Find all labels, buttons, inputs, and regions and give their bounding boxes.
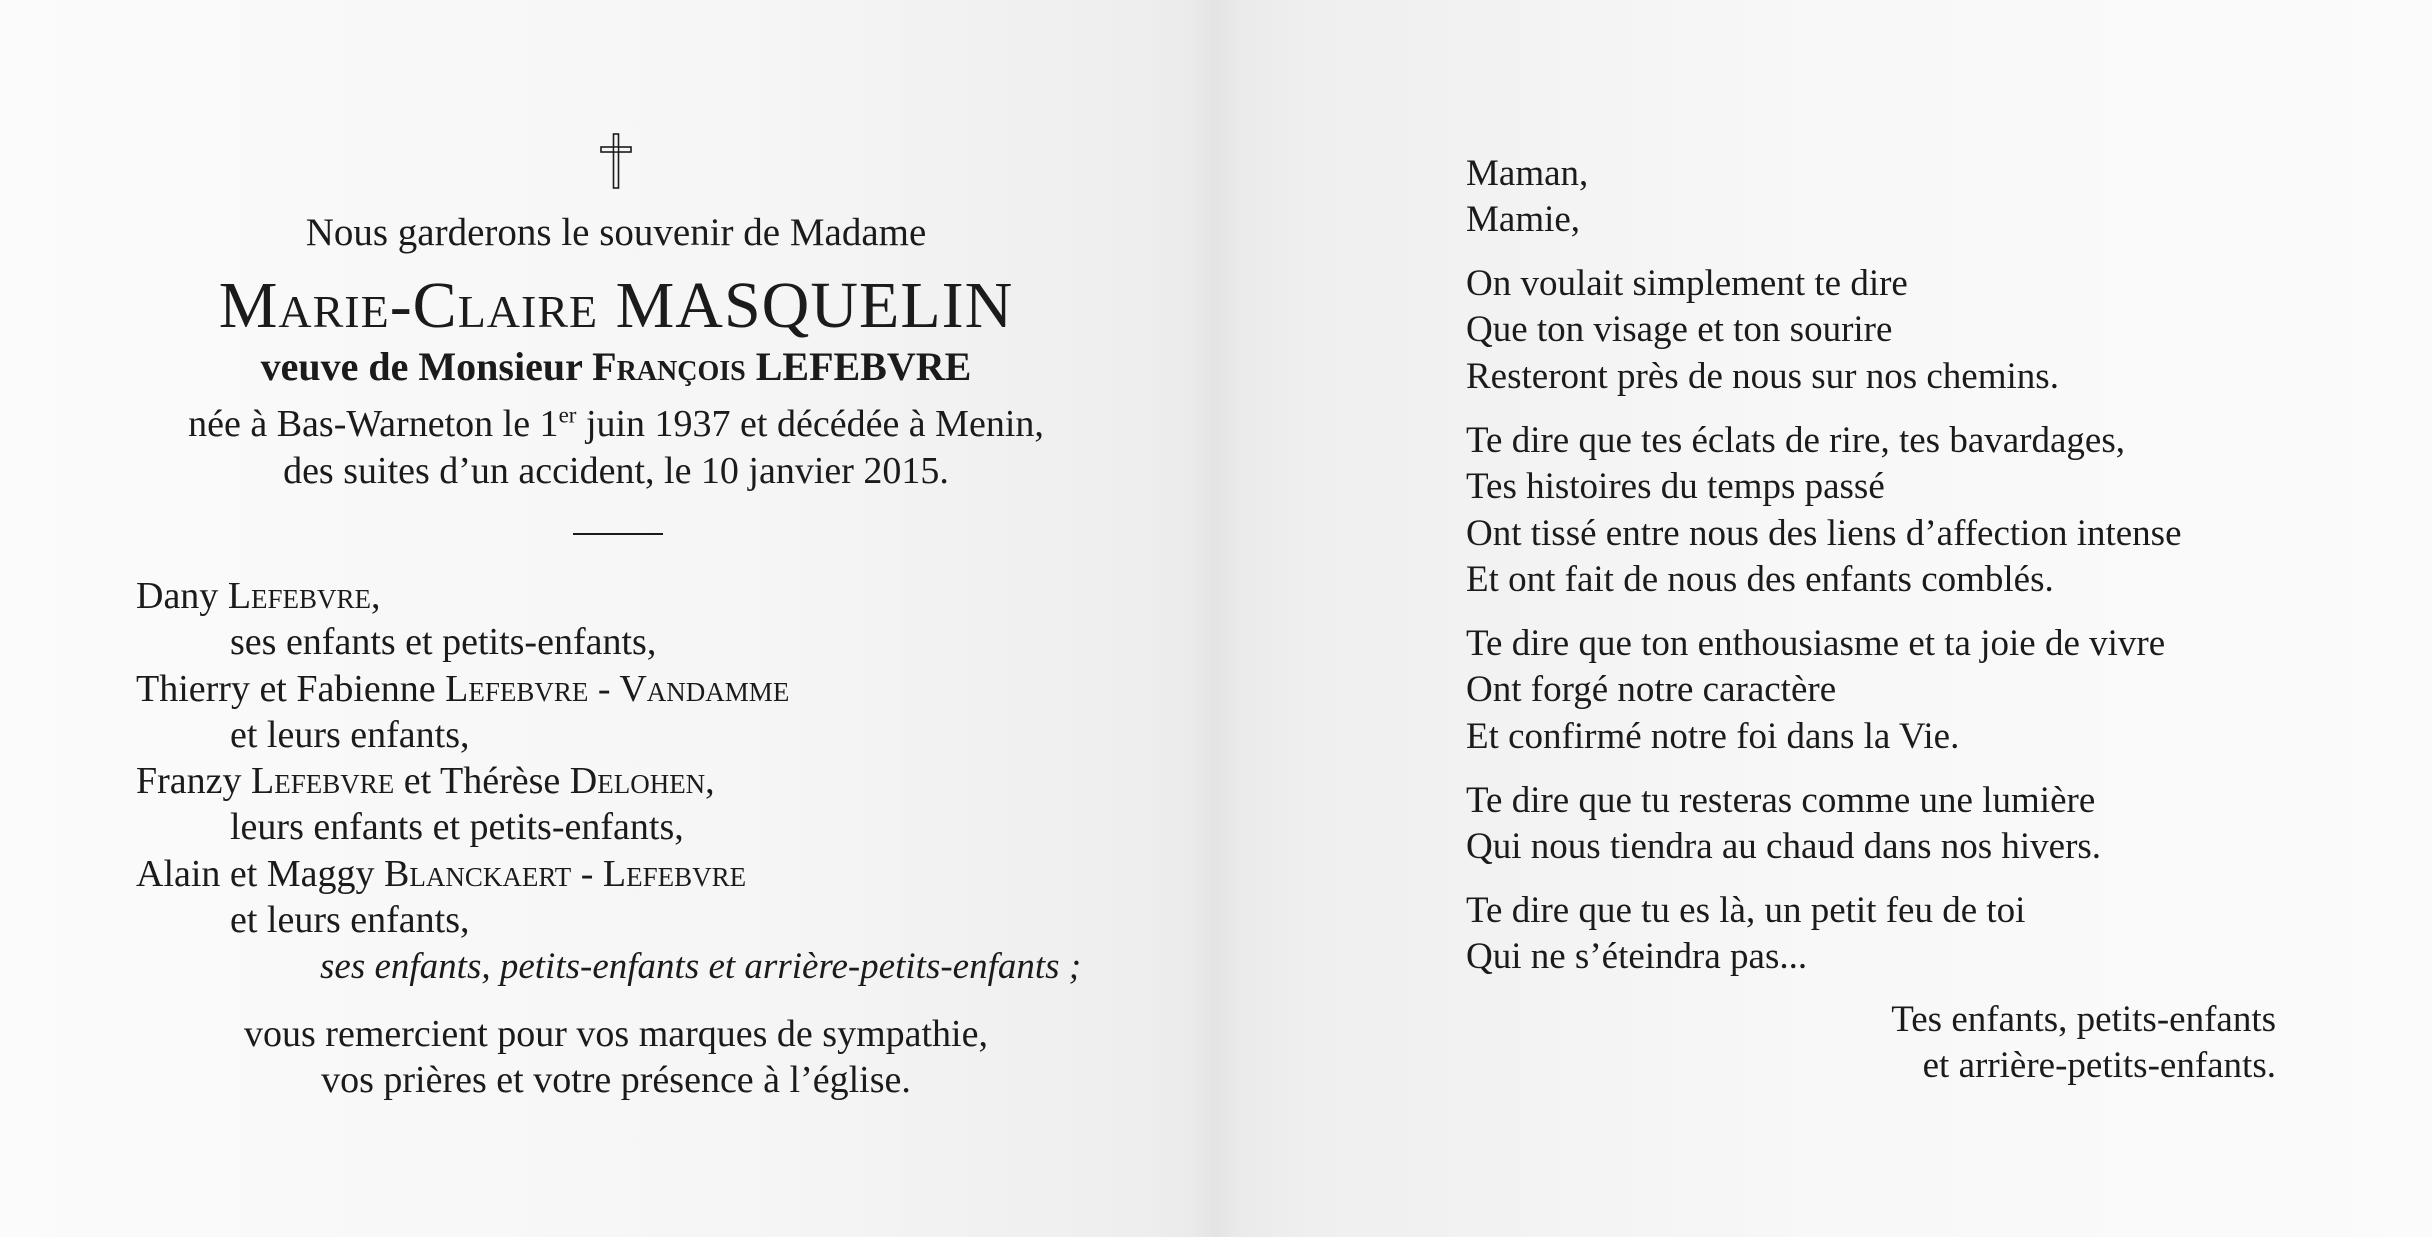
poem-line: Mamie, [1466, 199, 1581, 240]
poem-line: Et confirmé notre foi dans la Vie. [1466, 716, 1960, 757]
family-line: et leurs enfants, [230, 899, 470, 941]
family-first: Franzy [136, 760, 252, 802]
family-line [136, 759, 715, 803]
poem-line: Te dire que tu resteras comme une lumière [1466, 780, 2096, 821]
family-first: Dany [136, 575, 228, 617]
husband-name: François LEFEBVRE [592, 344, 972, 389]
family-line [136, 667, 789, 711]
family-last: Delohen, [569, 760, 715, 802]
family-line: et leurs enfants, [230, 714, 470, 756]
family-last: Blanckaert - Lefebvre [384, 853, 747, 895]
poem-line: Resteront près de nous sur nos chemins. [1466, 356, 2059, 397]
intro-line: Nous garderons le souvenir de Madame [305, 211, 927, 254]
family-line: leurs enfants et petits-enfants, [230, 806, 684, 848]
poem-line: On voulait simplement te dire [1466, 263, 1908, 304]
widow-line [0, 343, 1232, 390]
signature-line-1: Tes enfants, petits-enfants [1891, 999, 2276, 1040]
family-line [136, 852, 746, 896]
family-line [136, 574, 381, 618]
widow-prefix: veuve de Monsieur [260, 344, 583, 389]
thanks-line-1: vous remercient pour vos marques de sympathie, [244, 1013, 988, 1055]
poem-line: Qui ne s’éteindra pas... [1466, 936, 1808, 977]
poem-line: Qui nous tiendra au chaud dans nos hivers. [1466, 826, 2102, 867]
poem-line: Te dire que tu es là, un petit feu de toi [1466, 890, 2026, 931]
poem-line: Ont tissé entre nous des liens d’affection intense [1466, 513, 2182, 554]
family-last: Lefebvre - Vandamme [445, 668, 790, 710]
family-first: Thierry et Fabienne [136, 668, 446, 710]
family-line: ses enfants et petits-enfants, [230, 621, 657, 663]
poem-line: Et ont fait de nous des enfants comblés. [1466, 559, 2054, 600]
poem-line: Ont forgé notre caractère [1466, 669, 1837, 710]
death-line: des suites d’un accident, le 10 janvier 2015. [283, 450, 949, 492]
birth-ordinal: er [558, 402, 577, 428]
thanks-line-2: vos prières et votre présence à l’église. [321, 1059, 911, 1101]
poem-line: Tes histoires du temps passé [1466, 466, 1885, 507]
family-mid: Lefebvre [251, 760, 395, 802]
italic-family-line: ses enfants, petits-enfants et arrière-petits-enfants ; [320, 946, 1082, 987]
family-mid2: et Thérèse [394, 760, 570, 802]
poem-line: Maman, [1466, 153, 1589, 194]
poem-line: Te dire que ton enthousiasme et ta joie de vivre [1466, 623, 2166, 664]
birth-suffix: juin 1937 et décédée à Menin, [576, 403, 1044, 445]
latin-cross-icon [598, 132, 634, 190]
family-last: Lefebvre, [227, 575, 381, 617]
poem-line: Que ton visage et ton sourire [1466, 309, 1893, 350]
deceased-name: Marie-Claire MASQUELIN [218, 269, 1014, 342]
family-first: Alain et Maggy [136, 853, 385, 895]
separator-line [573, 533, 663, 535]
birth-prefix: née à Bas-Warneton le 1 [188, 403, 559, 445]
poem-line: Te dire que tes éclats de rire, tes bavardages, [1466, 420, 2125, 461]
right-page [1216, 0, 2432, 1237]
signature-line-2: et arrière-petits-enfants. [1922, 1045, 2276, 1086]
birth-line [0, 402, 1232, 446]
